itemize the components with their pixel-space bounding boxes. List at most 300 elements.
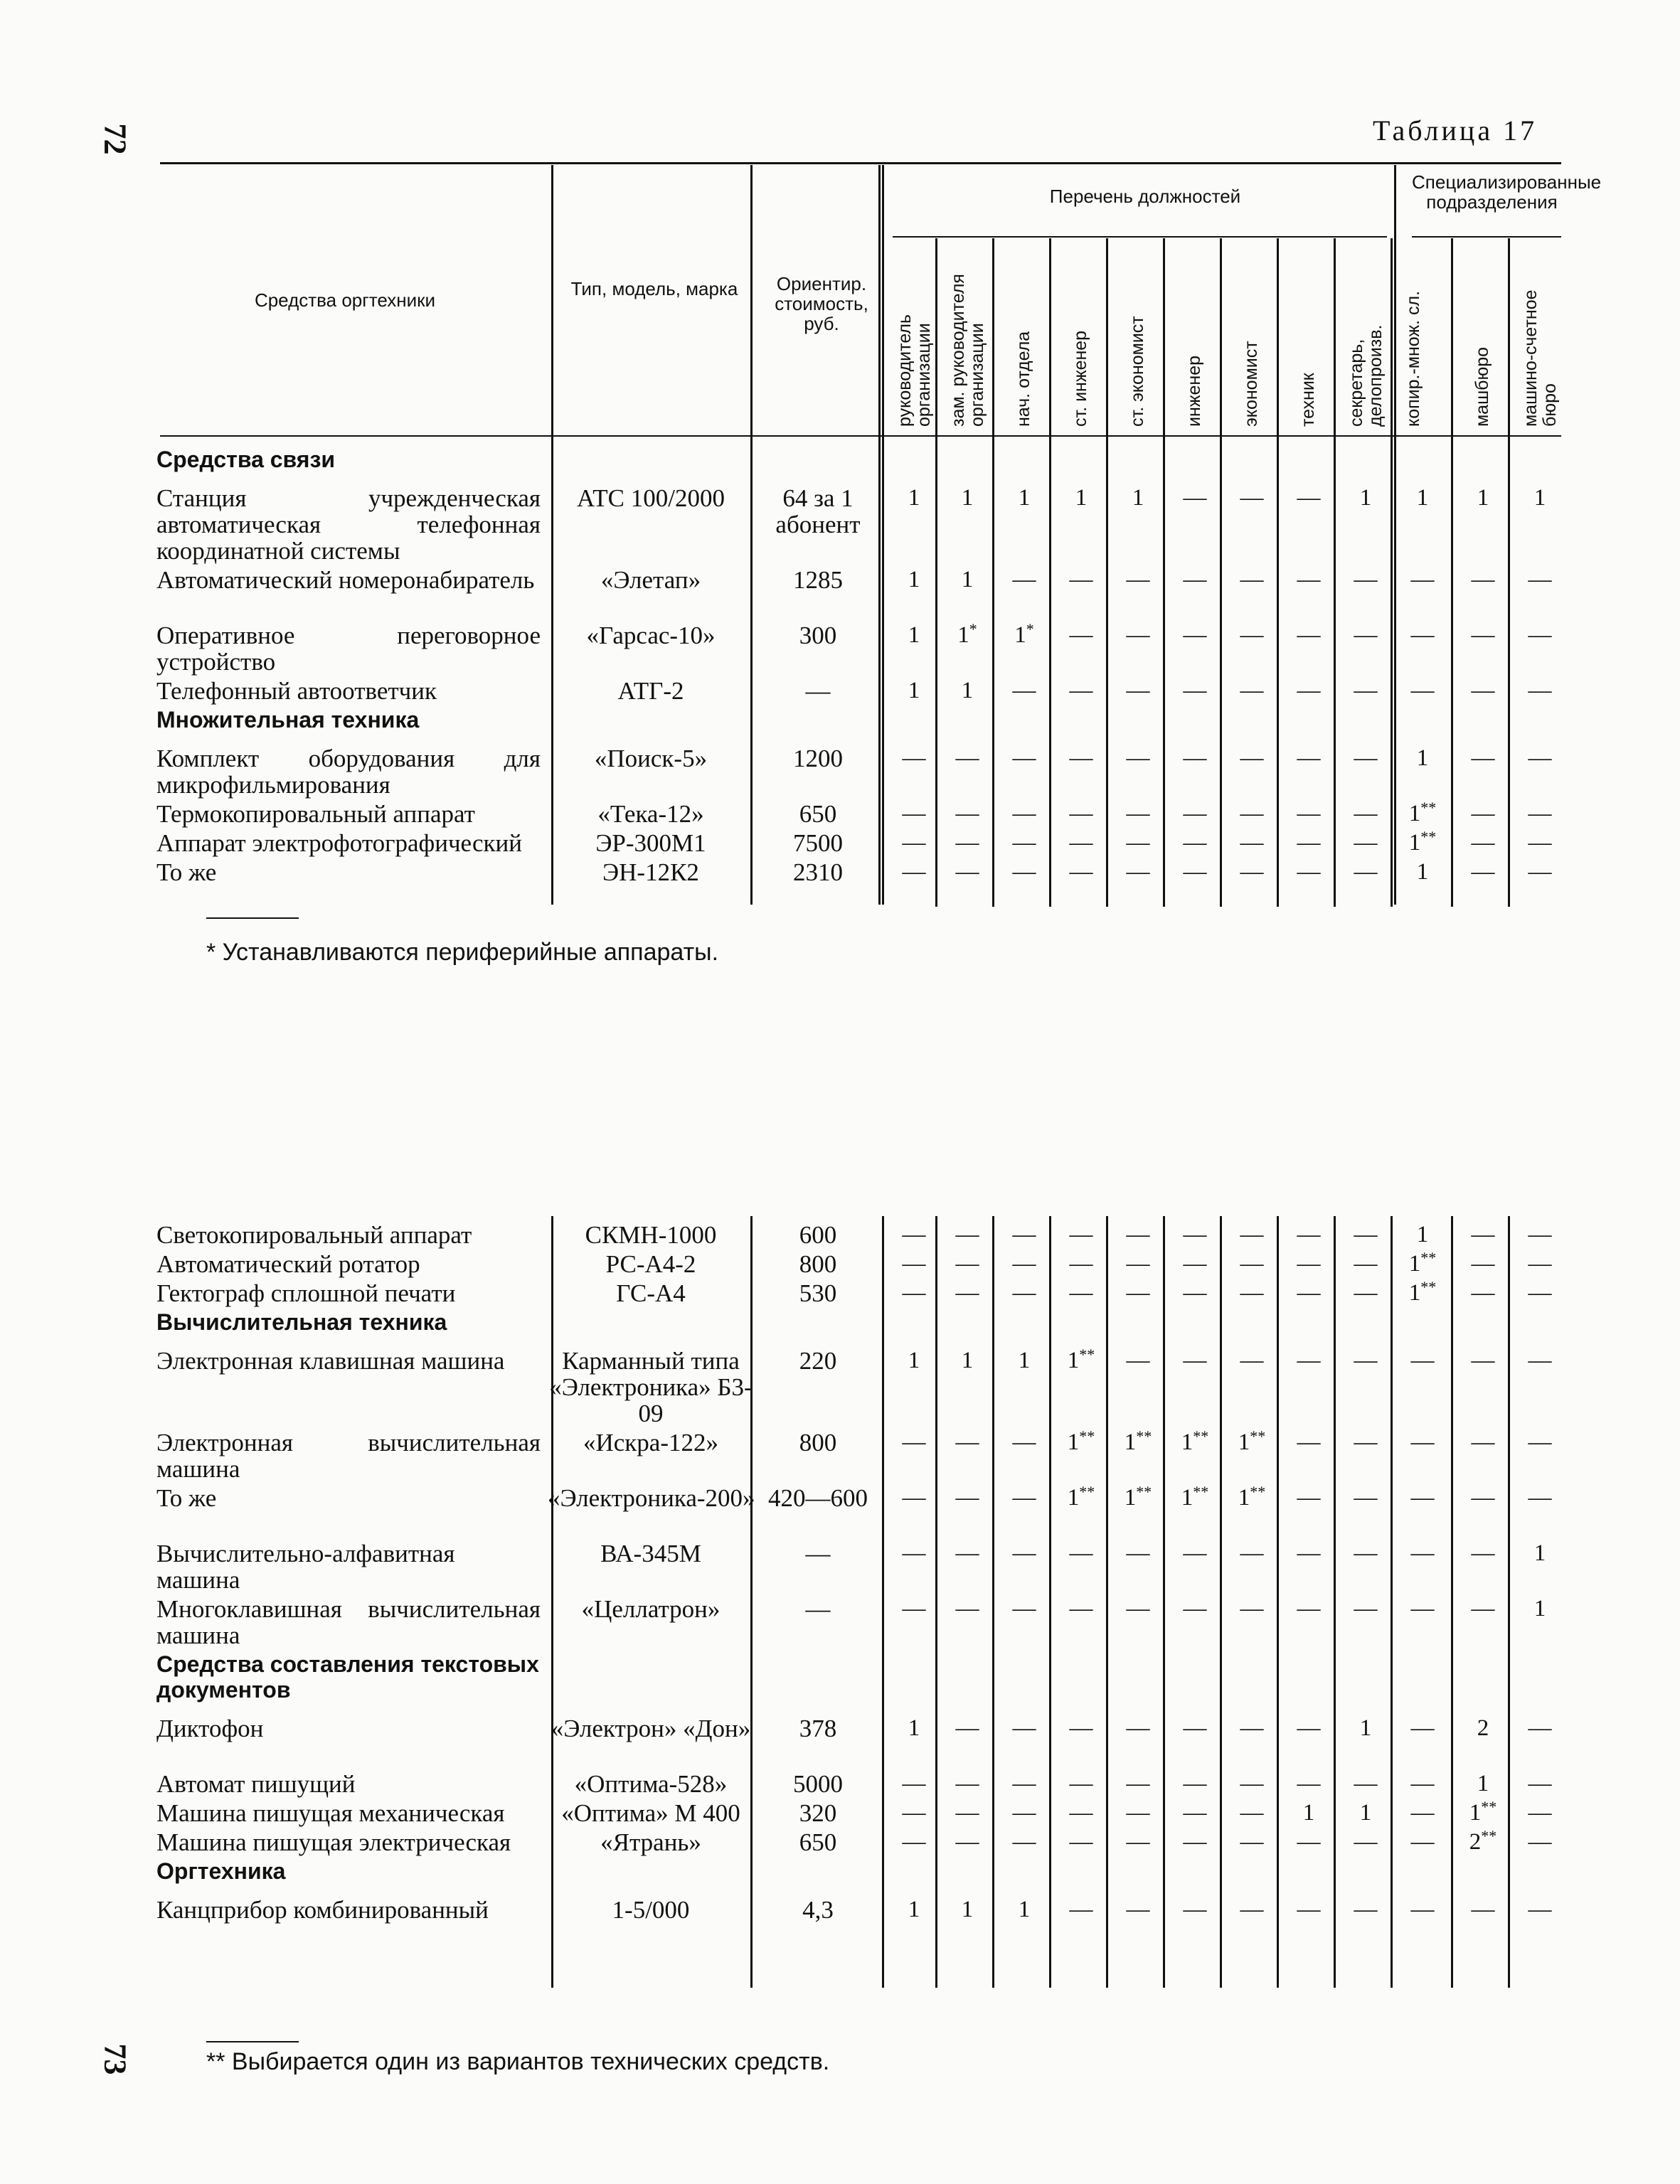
row-cost: 220	[799, 1347, 837, 1375]
row-type-model: «Оптима-528»	[574, 1770, 728, 1798]
row-equipment-name: Оперативное переговорное устройство	[156, 622, 541, 676]
row-value-cell: —	[902, 1771, 926, 1796]
row-value-cell: 1	[1018, 1348, 1031, 1373]
row-value-cell: —	[1183, 1222, 1207, 1247]
header-column-8: техник	[1298, 373, 1318, 427]
header-column-11: машбюро	[1472, 346, 1492, 427]
header-equipment: Средства оргтехники	[254, 289, 436, 311]
row-value-cell: —	[902, 801, 926, 826]
rule-line	[1412, 236, 1561, 238]
header-column-5: ст. экономист	[1127, 316, 1147, 427]
row-value-cell: —	[1410, 1829, 1435, 1855]
row-value-cell: 1	[1477, 1771, 1489, 1796]
header-positions-group: Перечень должностей	[1049, 186, 1241, 207]
row-value-cell: 1**	[1408, 828, 1437, 856]
header-column-10: копир.-множ. сл.	[1403, 290, 1423, 427]
row-value-cell: —	[1069, 1800, 1093, 1826]
row-value-cell: 1	[908, 1897, 920, 1922]
row-value-cell: —	[1183, 1596, 1207, 1621]
row-value-cell: 1	[961, 678, 974, 703]
row-value-cell: —	[1012, 1596, 1036, 1621]
row-cost: 378	[799, 1715, 837, 1742]
row-value-cell: —	[1240, 1280, 1264, 1306]
row-value-cell: —	[1471, 830, 1495, 856]
row-cost: 800	[799, 1250, 837, 1278]
row-value-cell: —	[1354, 1348, 1378, 1373]
row-value-cell: —	[1471, 745, 1495, 771]
row-value-cell: —	[1297, 1715, 1321, 1741]
header-column-2: зам. руководителя организации	[948, 274, 987, 427]
row-equipment-name: Машина пишущая электрическая	[156, 1828, 511, 1856]
row-equipment-name: Телефонный автоответчик	[156, 677, 437, 705]
header-column-7: экономист	[1241, 341, 1261, 427]
row-type-model: АТГ-2	[617, 677, 684, 705]
row-value-cell: —	[1528, 859, 1552, 885]
row-value-cell: —	[1240, 1540, 1264, 1566]
row-value-cell: —	[1240, 1771, 1264, 1796]
row-type-model: АТС 100/2000	[577, 484, 725, 512]
row-value-cell: 1	[908, 485, 920, 511]
row-equipment-name: Многоклавишная вычислительная машина	[156, 1595, 541, 1649]
row-cost: 650	[799, 1828, 837, 1856]
row-value-cell: —	[1012, 801, 1036, 826]
row-value-cell: —	[902, 830, 926, 856]
row-equipment-name: Аппарат электрофотографический	[156, 829, 522, 857]
row-equipment-name: Автомат пишущий	[156, 1770, 356, 1798]
row-value-cell: —	[1126, 1251, 1150, 1277]
row-value-cell: 1	[1302, 1800, 1315, 1826]
row-cost: 600	[799, 1221, 837, 1249]
row-value-cell: —	[955, 1715, 979, 1741]
row-value-cell: —	[1126, 1715, 1150, 1741]
row-value-cell: —	[1126, 1540, 1150, 1566]
row-value-cell: —	[1240, 1897, 1264, 1922]
row-value-cell: —	[1126, 830, 1150, 856]
row-value-cell: —	[1240, 622, 1264, 648]
rule-line	[160, 435, 1561, 437]
row-value-cell: 1	[1416, 1222, 1429, 1247]
row-value-cell: —	[1354, 1596, 1378, 1621]
row-value-cell: —	[902, 1596, 926, 1621]
row-value-cell: —	[1354, 1485, 1378, 1511]
row-value-cell: —	[1354, 859, 1378, 885]
row-type-model: «Элетап»	[600, 566, 701, 594]
row-value-cell: —	[1183, 1897, 1207, 1922]
row-value-cell: —	[1240, 567, 1264, 592]
row-value-cell: —	[902, 1800, 926, 1826]
rule-line	[160, 162, 1561, 164]
row-value-cell: —	[1126, 745, 1150, 771]
row-value-cell: —	[1354, 830, 1378, 856]
row-value-cell: 1**	[1124, 1427, 1152, 1455]
row-value-cell: —	[1410, 1429, 1435, 1455]
row-value-cell: —	[1183, 801, 1207, 826]
row-value-cell: —	[955, 1771, 979, 1796]
row-value-cell: —	[1240, 859, 1264, 885]
row-value-cell: 1	[1533, 1596, 1546, 1621]
row-value-cell: 1	[1533, 485, 1546, 511]
row-value-cell: —	[1240, 1715, 1264, 1741]
row-value-cell: —	[1183, 1251, 1207, 1277]
row-value-cell: —	[1126, 1348, 1150, 1373]
row-value-cell: —	[902, 1485, 926, 1511]
row-value-cell: —	[1297, 830, 1321, 856]
row-value-cell: —	[955, 1251, 979, 1277]
row-value-cell: —	[1354, 567, 1378, 592]
row-value-cell: —	[1012, 678, 1036, 703]
row-value-cell: —	[1183, 622, 1207, 648]
footnote-rule	[206, 2041, 299, 2042]
row-equipment-name: Канцприбор комбинированный	[156, 1896, 489, 1924]
row-value-cell: —	[1471, 859, 1495, 885]
row-cost: —	[805, 1595, 831, 1623]
row-value-cell: 1	[961, 567, 974, 592]
row-value-cell: —	[955, 830, 979, 856]
row-equipment-name: Станция учрежденческая автоматическая телефонная координатной системы	[156, 484, 541, 565]
row-cost: 1285	[793, 566, 843, 594]
header-column-3: нач. отдела	[1014, 331, 1033, 427]
row-value-cell: —	[1354, 1829, 1378, 1855]
row-value-cell: —	[1183, 1771, 1207, 1796]
row-type-model: «Электроника-200»	[548, 1484, 755, 1512]
row-value-cell: —	[1471, 678, 1495, 703]
row-value-cell: —	[1126, 678, 1150, 703]
row-value-cell: 1	[908, 678, 920, 703]
row-value-cell: —	[1069, 859, 1093, 885]
row-value-cell: —	[1471, 1596, 1495, 1621]
row-value-cell: —	[1410, 1897, 1435, 1922]
row-value-cell: 1**	[1181, 1483, 1209, 1511]
row-value-cell: —	[1297, 567, 1321, 592]
row-value-cell: —	[1183, 1715, 1207, 1741]
row-value-cell: —	[1183, 1280, 1207, 1306]
row-value-cell: —	[1012, 1251, 1036, 1277]
row-equipment-name: Автоматический номеронабиратель	[156, 566, 535, 594]
section-heading: Средства связи	[156, 447, 336, 472]
row-value-cell: —	[1126, 1771, 1150, 1796]
row-value-cell: —	[1069, 745, 1093, 771]
rule-line	[1394, 165, 1396, 905]
row-value-cell: 1	[1533, 1540, 1546, 1566]
row-cost: 64 за 1 абонент	[775, 484, 861, 538]
row-type-model: «Поиск-5»	[594, 745, 708, 772]
row-value-cell: —	[902, 1222, 926, 1247]
row-value-cell: —	[1183, 1829, 1207, 1855]
row-value-cell: —	[1126, 1897, 1150, 1922]
row-value-cell: —	[1471, 1897, 1495, 1922]
row-value-cell: —	[1240, 1348, 1264, 1373]
row-value-cell: —	[1069, 1540, 1093, 1566]
row-type-model: «Целлатрон»	[581, 1595, 721, 1623]
row-value-cell: 1	[1018, 1897, 1031, 1922]
row-value-cell: —	[1354, 1222, 1378, 1247]
row-value-cell: —	[1069, 622, 1093, 648]
row-value-cell: 1**	[1408, 799, 1437, 826]
row-value-cell: —	[1183, 485, 1207, 511]
row-equipment-name: Комплект оборудования для микрофильмирования	[156, 745, 541, 799]
rule-line	[1451, 1216, 1453, 1988]
row-value-cell: —	[1012, 1222, 1036, 1247]
row-value-cell: —	[1240, 801, 1264, 826]
row-value-cell: —	[1354, 622, 1378, 648]
row-type-model: Карманный типа «Электроника» Б3-09	[549, 1347, 753, 1427]
row-value-cell: 1**	[1238, 1483, 1266, 1511]
row-value-cell: —	[1240, 1251, 1264, 1277]
row-value-cell: —	[1528, 801, 1552, 826]
row-value-cell: —	[1528, 1800, 1552, 1826]
row-value-cell: —	[1240, 485, 1264, 511]
row-value-cell: —	[1528, 1429, 1552, 1455]
row-cost: —	[805, 677, 831, 705]
row-value-cell: 1	[1132, 485, 1144, 511]
row-value-cell: —	[1012, 1280, 1036, 1306]
row-value-cell: —	[902, 745, 926, 771]
row-value-cell: —	[902, 1429, 926, 1455]
row-value-cell: —	[1012, 830, 1036, 856]
row-value-cell: —	[1410, 1715, 1435, 1741]
row-value-cell: —	[1183, 830, 1207, 856]
row-value-cell: —	[1069, 1715, 1093, 1741]
row-value-cell: —	[1183, 678, 1207, 703]
row-value-cell: —	[1528, 1222, 1552, 1247]
row-value-cell: —	[1126, 622, 1150, 648]
row-value-cell: —	[955, 859, 979, 885]
row-value-cell: —	[1297, 801, 1321, 826]
row-value-cell: —	[955, 1485, 979, 1511]
row-value-cell: —	[1354, 1429, 1378, 1455]
row-value-cell: —	[1471, 1222, 1495, 1247]
row-value-cell: —	[1297, 1251, 1321, 1277]
row-value-cell: 1	[961, 485, 974, 511]
row-value-cell: —	[1410, 1540, 1435, 1566]
row-value-cell: —	[1183, 1540, 1207, 1566]
row-value-cell: —	[1183, 1348, 1207, 1373]
row-value-cell: 1*	[957, 620, 977, 648]
row-value-cell: —	[902, 859, 926, 885]
row-value-cell: 1	[1018, 485, 1031, 511]
row-value-cell: —	[1471, 1280, 1495, 1306]
row-value-cell: —	[1297, 1222, 1321, 1247]
row-value-cell: —	[1012, 1771, 1036, 1796]
footnote-1: * Устанавливаются периферийные аппараты.	[206, 939, 719, 966]
row-cost: 650	[799, 800, 837, 828]
header-cost: Ориентир. стоимость, руб.	[775, 273, 868, 334]
row-value-cell: 1	[1359, 1715, 1372, 1741]
row-value-cell: —	[1297, 1485, 1321, 1511]
row-value-cell: —	[1471, 622, 1495, 648]
footnote-2: ** Выбирается один из вариантов технических средств.	[206, 2048, 830, 2075]
rule-line	[882, 165, 884, 905]
row-cost: 7500	[793, 829, 843, 857]
row-value-cell: —	[1297, 1540, 1321, 1566]
row-value-cell: —	[1354, 801, 1378, 826]
row-value-cell: —	[1069, 1280, 1093, 1306]
row-value-cell: —	[1410, 1771, 1435, 1796]
row-type-model: 1-5/000	[612, 1896, 690, 1924]
row-value-cell: —	[1240, 1829, 1264, 1855]
row-value-cell: —	[1528, 1715, 1552, 1741]
row-value-cell: —	[1126, 859, 1150, 885]
row-value-cell: —	[902, 1251, 926, 1277]
row-equipment-name: Машина пишущая механическая	[156, 1799, 505, 1827]
row-cost: 4,3	[802, 1896, 834, 1924]
row-value-cell: —	[1471, 1485, 1495, 1511]
row-value-cell: —	[1354, 1897, 1378, 1922]
row-value-cell: 1	[1416, 485, 1429, 511]
row-value-cell: 1	[1416, 859, 1429, 885]
row-value-cell: —	[1528, 678, 1552, 703]
row-value-cell: —	[1240, 745, 1264, 771]
row-value-cell: 1**	[1408, 1249, 1437, 1277]
row-value-cell: —	[1471, 1429, 1495, 1455]
row-value-cell: —	[1410, 1485, 1435, 1511]
row-value-cell: —	[1528, 1829, 1552, 1855]
section-heading: Вычислительная техника	[156, 1309, 447, 1335]
row-value-cell: 1	[908, 1348, 920, 1373]
row-equipment-name: Электронная вычислительная машина	[156, 1429, 541, 1483]
row-cost: 300	[799, 622, 837, 649]
row-value-cell: —	[1297, 1280, 1321, 1306]
row-cost: 5000	[793, 1770, 843, 1798]
row-value-cell: 1**	[1181, 1427, 1209, 1455]
row-value-cell: —	[1410, 1800, 1435, 1826]
row-value-cell: —	[1069, 1596, 1093, 1621]
row-value-cell: —	[1528, 830, 1552, 856]
row-value-cell: —	[1183, 745, 1207, 771]
row-value-cell: —	[1410, 567, 1435, 592]
row-value-cell: —	[1410, 622, 1435, 648]
row-value-cell: 1**	[1067, 1427, 1095, 1455]
row-value-cell: —	[1297, 1771, 1321, 1796]
row-value-cell: 1**	[1469, 1798, 1497, 1826]
row-equipment-name: То же	[156, 1484, 217, 1512]
row-value-cell: —	[1183, 567, 1207, 592]
row-value-cell: —	[955, 1829, 979, 1855]
row-value-cell: 1**	[1238, 1427, 1266, 1455]
row-value-cell: —	[1528, 1348, 1552, 1373]
row-value-cell: —	[1183, 1800, 1207, 1826]
row-value-cell: 1**	[1067, 1483, 1095, 1511]
row-value-cell: —	[1012, 567, 1036, 592]
row-value-cell: —	[1183, 859, 1207, 885]
footnote-rule	[206, 917, 299, 919]
row-value-cell: —	[1528, 1771, 1552, 1796]
row-value-cell: 1	[1477, 485, 1489, 511]
row-value-cell: 1**	[1408, 1278, 1437, 1306]
row-value-cell: 1	[1075, 485, 1088, 511]
row-value-cell: —	[1126, 801, 1150, 826]
row-type-model: СКМН-1000	[585, 1221, 717, 1249]
row-value-cell: —	[1410, 678, 1435, 703]
row-equipment-name: Вычислительно-алфавитная машина	[156, 1540, 455, 1594]
row-value-cell: —	[902, 1280, 926, 1306]
row-value-cell: —	[1126, 1280, 1150, 1306]
row-value-cell: —	[1240, 678, 1264, 703]
row-value-cell: —	[955, 1280, 979, 1306]
row-value-cell: —	[955, 1222, 979, 1247]
row-value-cell: —	[1471, 1251, 1495, 1277]
row-equipment-name: Термокопировальный аппарат	[156, 800, 475, 828]
row-cost: 530	[799, 1279, 837, 1307]
row-value-cell: 2**	[1469, 1827, 1497, 1855]
row-value-cell: —	[1297, 622, 1321, 648]
row-value-cell: —	[1297, 1348, 1321, 1373]
row-type-model: «Ятрань»	[600, 1828, 701, 1856]
row-value-cell: —	[1069, 1222, 1093, 1247]
row-value-cell: —	[1528, 1251, 1552, 1277]
row-cost: 420—600	[768, 1484, 868, 1512]
row-value-cell: —	[1297, 1897, 1321, 1922]
row-value-cell: 1	[908, 622, 920, 648]
row-cost: 800	[799, 1429, 837, 1456]
row-type-model: «Тека-12»	[597, 800, 704, 828]
header-column-6: инженер	[1184, 355, 1204, 427]
row-value-cell: —	[1069, 678, 1093, 703]
row-equipment-name: То же	[156, 858, 217, 886]
rule-line	[882, 1216, 884, 1988]
row-type-model: ЭН-12К2	[602, 858, 699, 886]
row-value-cell: 2	[1477, 1715, 1489, 1741]
rule-line	[1451, 238, 1453, 907]
row-value-cell: —	[1069, 1771, 1093, 1796]
row-value-cell: —	[1126, 1800, 1150, 1826]
table-label: Таблица 17	[1373, 114, 1538, 147]
header-column-9: секретарь, делопроизв.	[1346, 324, 1386, 427]
row-value-cell: —	[1012, 1485, 1036, 1511]
row-value-cell: —	[1069, 567, 1093, 592]
row-value-cell: —	[1240, 1222, 1264, 1247]
row-type-model: «Гарсас-10»	[586, 622, 716, 649]
row-value-cell: —	[1528, 1485, 1552, 1511]
row-value-cell: —	[1069, 830, 1093, 856]
page-number-bottom: 73	[97, 2043, 133, 2075]
row-type-model: ЭР-300М1	[595, 829, 706, 857]
rule-line	[551, 165, 553, 905]
row-value-cell: —	[955, 1596, 979, 1621]
row-value-cell: —	[1069, 1251, 1093, 1277]
row-value-cell: —	[1528, 622, 1552, 648]
section-heading: Средства составления текстовых документов	[156, 1651, 539, 1703]
row-value-cell: 1	[1359, 485, 1372, 511]
row-value-cell: —	[1126, 1829, 1150, 1855]
row-value-cell: —	[955, 1800, 979, 1826]
row-value-cell: —	[1354, 1251, 1378, 1277]
row-value-cell: —	[1240, 1800, 1264, 1826]
row-value-cell: —	[1354, 745, 1378, 771]
row-type-model: «Оптима» М 400	[561, 1799, 740, 1827]
row-value-cell: 1**	[1124, 1483, 1152, 1511]
row-equipment-name: Гектограф сплошной печати	[156, 1279, 456, 1307]
section-heading: Оргтехника	[156, 1858, 286, 1884]
row-value-cell: —	[1528, 1280, 1552, 1306]
row-value-cell: —	[1354, 1540, 1378, 1566]
row-value-cell: —	[1012, 1715, 1036, 1741]
row-value-cell: —	[1297, 859, 1321, 885]
row-value-cell: —	[1410, 1348, 1435, 1373]
row-value-cell: —	[1528, 745, 1552, 771]
row-value-cell: 1	[1416, 745, 1429, 771]
row-value-cell: —	[1297, 485, 1321, 511]
header-column-1: руководитель организации	[895, 314, 934, 427]
row-value-cell: —	[1069, 1897, 1093, 1922]
row-type-model: «Искра-122»	[583, 1429, 718, 1456]
row-type-model: «Электрон» «Дон»	[551, 1715, 751, 1742]
row-equipment-name: Светокопировальный аппарат	[156, 1221, 472, 1249]
row-cost: 2310	[793, 858, 843, 886]
row-value-cell: —	[955, 1429, 979, 1455]
row-equipment-name: Автоматический ротатор	[156, 1250, 420, 1278]
row-value-cell: —	[1240, 1596, 1264, 1621]
